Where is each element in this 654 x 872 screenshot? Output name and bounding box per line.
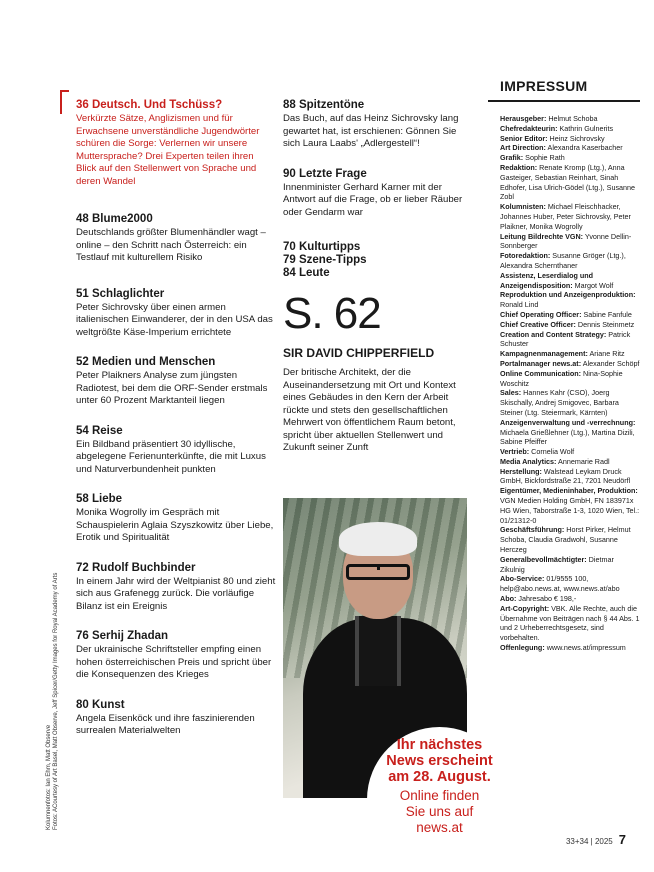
toc-entry[interactable]: [76, 492, 276, 545]
impressum-item: [500, 271, 640, 291]
toc-entry-text: Der ukrainische Schriftsteller empfing einen hohen österreichischen Preis und spricht über die Konsequenzen des Krieges: [76, 644, 272, 680]
feature-page-number: S. 62: [283, 289, 381, 338]
impressum-key: Leitung Bildrechte VGN:: [500, 231, 584, 241]
toc-entry[interactable]: [283, 167, 475, 220]
impressum-key: Fotoredaktion:: [500, 251, 551, 261]
impressum-item: [500, 330, 640, 350]
online-link[interactable]: news.at: [416, 820, 463, 835]
impressum-value: Helmut Schoba: [546, 114, 598, 123]
toc-entry-text: Monika Wogrolly im Gespräch mit Schauspielerin Aglaia Szyszkowitz über Liebe, Erotik und Spiritualität: [76, 507, 274, 543]
online-line: Online finden: [399, 788, 480, 803]
toc-entry[interactable]: [283, 98, 475, 151]
next-issue-line: News erscheint: [386, 753, 493, 769]
toc-entry[interactable]: [76, 212, 276, 265]
impressum-key: Sales:: [500, 388, 522, 398]
impressum-item: [500, 555, 640, 575]
impressum-key: Redaktion:: [500, 162, 538, 172]
toc-entry-text: Innenminister Gerhard Karner mit der Antwort auf die Frage, ob er lieber Räuber oder Gendarm war: [283, 181, 463, 218]
impressum-key: Creation and Content Strategy:: [500, 329, 607, 339]
toc-entry[interactable]: [76, 424, 276, 477]
impressum-key: Senior Editor:: [500, 133, 548, 143]
impressum-value: Alexander Schöpf: [581, 358, 640, 368]
impressum-item: [500, 369, 640, 389]
toc-entry-lead[interactable]: [60, 98, 276, 188]
impressum-item: [500, 388, 640, 417]
impressum-key: Generalbevollmächtigter:: [500, 554, 587, 564]
toc-entry-title: 58 Liebe: [76, 493, 123, 505]
impressum-item: [500, 163, 640, 202]
photo-figure-shirt: [355, 616, 401, 686]
impressum-key: Herausgeber:: [500, 114, 547, 123]
impressum-value: Yvonne Dellin-Sonnberger: [500, 231, 632, 251]
impressum-value: Ariane Ritz: [587, 349, 625, 359]
impressum-item: [500, 134, 640, 144]
impressum-item: [500, 153, 640, 163]
impressum-key: Kampagnenmanagement:: [500, 349, 588, 359]
toc-entry-title: 90 Letzte Frage: [283, 167, 367, 180]
impressum-value: Sophie Rath: [523, 153, 565, 163]
impressum-value: www.news.at/impressum: [544, 643, 626, 653]
toc-entry-text: Angela Eisenköck und ihre faszinierenden surrealen Materialwelten: [76, 712, 255, 736]
impressum-value: Kathrin Gulnerits: [557, 123, 614, 133]
next-issue-line: Ihr nächstes: [396, 737, 483, 753]
toc-entry-text: Verkürzte Sätze, Anglizismen und für Erwachsene unverständliche Jugendwörter schüren die Sorge: Verlernen wir unsere Muttersprache? Drei Experten teilen ihren Blick auf den Stellenwert von Sprache und deren Wandel: [76, 113, 260, 187]
impressum-value: Sabine Fanfule: [581, 309, 632, 319]
impressum-key: Online Communication:: [500, 368, 582, 378]
toc-short-item[interactable]: 70 Kulturtipps: [283, 241, 361, 253]
feature-title[interactable]: SIR DAVID CHIPPERFIELD: [283, 346, 435, 360]
impressum-value: Patrick Schuster: [500, 329, 631, 349]
impressum-key: Chief Creative Officer:: [500, 319, 576, 329]
toc-middle-column: [283, 98, 475, 455]
toc-entry-title: 48 Blume2000: [76, 213, 153, 225]
toc-entry-text: Deutschlands größter Blumenhändler wagt – online – den Schritt nach Österreich: ein Testlauf mit kulturellem Risiko: [76, 227, 266, 263]
impressum-value: Annemarie Radl: [556, 456, 610, 466]
impressum-key: Art-Copyright:: [500, 603, 550, 613]
impressum-key: Abo-Service:: [500, 574, 545, 584]
toc-entry[interactable]: [76, 287, 276, 340]
toc-entry-title: 80 Kunst: [76, 698, 125, 711]
toc-entry-text: Ein Bildband präsentiert 30 idyllische, abgelegene Ferienunterkünfte, die mit Luxus und Naturverbundenheit punkten: [76, 438, 266, 475]
impressum-list: [500, 114, 640, 653]
page-number: 7: [618, 832, 626, 847]
toc-short-item[interactable]: 79 Szene-Tipps: [283, 254, 367, 266]
online-line: Sie uns auf: [405, 804, 474, 819]
impressum-item: [500, 232, 640, 252]
impressum-value: Renate Kromp (Ltg.), Anna Gasteiger, Sebastian Reinhart, Sinah Edhofer, Lisa Ulrich-Gödel (Ltg.), Susanne Zobl: [500, 162, 636, 202]
red-bracket-decoration: [60, 90, 69, 114]
impressum-item: [500, 359, 640, 369]
impressum-value: Cornelia Wolf: [529, 447, 575, 457]
photo-figure-hair: [339, 522, 417, 556]
toc-entry[interactable]: [76, 355, 276, 408]
toc-entry[interactable]: [76, 561, 276, 614]
impressum-item: [500, 486, 640, 525]
impressum-key: Media Analytics:: [500, 456, 557, 466]
impressum-item: [500, 418, 640, 447]
next-issue-line: am 28. August.: [388, 769, 491, 785]
impressum-value: Alexandra Kaserbacher: [545, 143, 623, 153]
impressum-item: [500, 447, 640, 457]
credit-line: Kolumnenfotos: Ian Ehm, Matt Observe: [46, 724, 52, 830]
impressum-title: IMPRESSUM: [488, 78, 640, 102]
impressum-key: Chefredakteurin:: [500, 123, 558, 133]
impressum-key: Portalmanager news.at:: [500, 358, 582, 368]
issue-number: 33+34 | 2025: [565, 837, 613, 846]
impressum-value: Dietmar Zikulnig: [500, 554, 614, 574]
impressum-key: Chief Operating Officer:: [500, 309, 582, 319]
toc-entry[interactable]: [76, 698, 276, 738]
toc-entry[interactable]: [76, 629, 276, 682]
impressum-key: Offenlegung:: [500, 643, 545, 653]
toc-entry-title: 88 Spitzentöne: [283, 99, 365, 111]
impressum-item: [500, 251, 640, 271]
impressum-value: Walstead Leykam Druck GmbH, Bickfordstraße 21, 7201 Neudörfl: [500, 466, 631, 486]
impressum-item: [500, 604, 640, 643]
toc-entry-title: 54 Reise: [76, 424, 123, 437]
impressum-key: Anzeigenverwaltung und -verrechnung:: [500, 417, 636, 427]
impressum-key: Grafik:: [500, 153, 524, 163]
impressum-item: [500, 290, 640, 310]
impressum-value: 01/9555 100, help@abo.news.at, www.news.at/abo: [500, 574, 620, 594]
feature-text: Der britische Architekt, der die Auseinandersetzung mit Ort und Kontext eines Gebäudes in den Kern der Arbeit rückte und stets den gesellschaftlichen Mehrwert von öffentlichem Raum betont, spricht über aktuellen Stellenwert und Zukunft seiner Zunft: [283, 367, 456, 453]
photo-credits: [46, 530, 60, 830]
next-issue-badge: [367, 727, 512, 872]
toc-entry-text: Peter Plaikners Analyse zum jüngsten Radiotest, bei dem die ORF-Sender erstmals unter 60 Prozent Marktanteil liegen: [76, 370, 268, 406]
impressum-value: Horst Pirker, Helmut Schoba, Claudia Gradwohl, Susanne Herczeg: [500, 525, 631, 555]
toc-entry-title: 52 Medien und Menschen: [76, 356, 216, 368]
impressum-value: Heinz Sichrovsky: [547, 133, 605, 143]
impressum-value: Hannes Kahr (CSO), Joerg Skischally, Andrej Smigovec, Barbara Steiner (Ltg. Steiermark, Kärnten): [500, 388, 619, 417]
impressum-item: [500, 310, 640, 320]
impressum-value: Ronald Lind: [500, 300, 539, 310]
toc-left-column: [76, 98, 276, 754]
impressum-value: Michael Fleischhacker, Johannes Huber, Peter Sichrovsky, Peter Plaikner, Monika Wogrolly: [500, 202, 631, 231]
credit-line: Fotos: ACourtesy of Art Basel, Matt Observe, Jeff Spicer/Getty Images for Royal Academy of Arts: [53, 572, 59, 830]
impressum-item: [500, 124, 640, 134]
toc-short-item[interactable]: 84 Leute: [283, 267, 330, 279]
impressum-item: [500, 349, 640, 359]
impressum-value: Michaela Grießlehner (Ltg.), Martina Dizili, Sabine Pfeiffer: [500, 427, 635, 447]
impressum-value: VGN Medien Holding GmbH, FN 183971x HG Wien, Taborstraße 1-3, 1020 Wien, Tel.: 01/21312-0: [500, 496, 640, 525]
toc-entry-title: 76 Serhij Zhadan: [76, 630, 169, 642]
impressum-item: [500, 525, 640, 554]
impressum-item: [500, 643, 640, 653]
impressum-value: Dennis Steinmetz: [575, 319, 635, 329]
photo-figure-glasses: [346, 564, 410, 580]
impressum-item: [500, 457, 640, 467]
impressum-value: Margot Wolf: [572, 280, 614, 290]
page-footer: [566, 832, 626, 847]
impressum-item: [500, 594, 640, 604]
toc-entry-text: In einem Jahr wird der Weltpianist 80 und zieht sich aus Grafenegg zurück. Die vorläufige Bilanz ist ein Ereignis: [76, 575, 276, 612]
impressum-value: Susanne Gröger (Ltg.), Alexandra Schernthaner: [500, 251, 626, 270]
impressum-value: Nina-Sophie Woschitz: [500, 368, 623, 388]
impressum-item: [500, 143, 640, 153]
impressum-key: Reproduktion und Anzeigenproduktion:: [500, 290, 636, 300]
impressum-key: Art Direction:: [500, 143, 546, 153]
toc-entry-title: 36 Deutsch. Und Tschüss?: [76, 99, 223, 111]
toc-entry-text: Peter Sichrovsky über einen armen italienischen Einwanderer, der in den USA das weltgrößte Käse-Imperium errichtete: [76, 301, 273, 338]
impressum-item: [500, 202, 640, 231]
toc-entry-title: 51 Schlaglichter: [76, 287, 165, 300]
impressum-key: Abo:: [500, 594, 517, 604]
toc-short-list: [283, 241, 475, 280]
impressum-key: Kolumnisten:: [500, 202, 546, 212]
impressum-item: [500, 320, 640, 330]
impressum-key: Geschäftsführung:: [500, 525, 565, 535]
toc-entry-title: 72 Rudolf Buchbinder: [76, 561, 196, 574]
impressum-column: [500, 78, 640, 653]
impressum-key: Assistenz, Leserdialog und Anzeigendisposition:: [500, 270, 594, 290]
impressum-value: Jahresabo € 198,-: [516, 594, 577, 604]
impressum-item: [500, 467, 640, 487]
impressum-item: [500, 114, 640, 124]
impressum-key: Herstellung:: [500, 466, 542, 476]
impressum-key: Vertrieb:: [500, 447, 530, 457]
toc-entry-text: Das Buch, auf das Heinz Sichrovsky lang gewartet hat, ist erschienen: Gönnen Sie sich Laura Laabs' „Adlergestell“!: [283, 113, 459, 149]
impressum-value: VBK. Alle Rechte, auch die Übernahme von Beiträgen nach § 44 Abs. 1 und 2 Urheberrechtsgesetz, sind vorbehalten.: [500, 603, 640, 643]
impressum-key: Eigentümer, Medieninhaber, Produktion:: [500, 486, 638, 496]
impressum-item: [500, 574, 640, 594]
